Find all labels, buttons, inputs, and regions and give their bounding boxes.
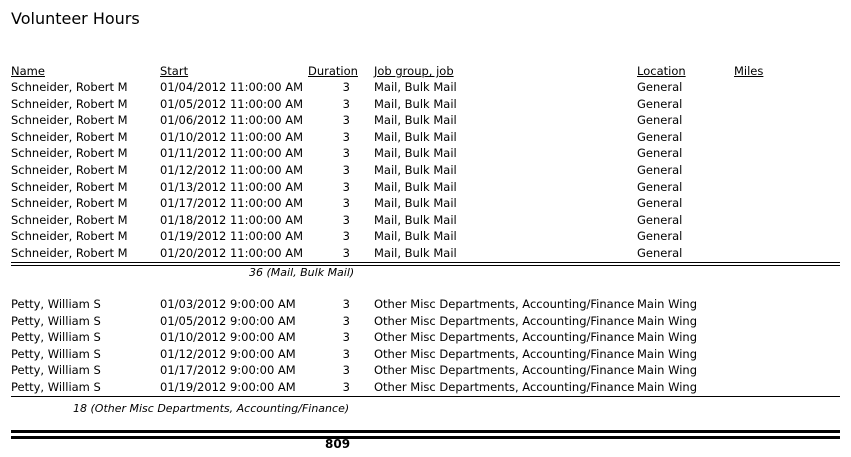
group-rule bbox=[11, 396, 840, 397]
start-cell: 01/04/2012 11:00:00 AM bbox=[160, 80, 304, 94]
duration-cell: 3 bbox=[342, 163, 350, 177]
job-cell: Other Misc Departments, Accounting/Finance bbox=[374, 297, 635, 311]
job-cell: Mail, Bulk Mail bbox=[374, 80, 457, 94]
location-cell: General bbox=[637, 113, 683, 128]
location-cell: Main Wing bbox=[637, 297, 698, 311]
location-cell: General bbox=[637, 146, 683, 161]
location-cell: Main Wing bbox=[637, 313, 698, 328]
job-cell: Mail, Bulk Mail bbox=[374, 179, 457, 194]
name-cell: Schneider, Robert M bbox=[11, 96, 128, 111]
job-cell: Mail, Bulk Mail bbox=[374, 196, 457, 211]
start-cell: 01/10/2012 11:00:00 AM bbox=[160, 129, 304, 144]
location-cell: General bbox=[637, 196, 683, 211]
job-cell: Other Misc Departments, Accounting/Finance bbox=[374, 363, 635, 378]
job-cell: Mail, Bulk Mail bbox=[374, 246, 457, 260]
start-cell: 01/18/2012 11:00:00 AM bbox=[160, 212, 304, 227]
column-header-start: Start bbox=[160, 64, 189, 78]
name-cell: Schneider, Robert M bbox=[11, 179, 128, 194]
start-cell: 01/20/2012 11:00:00 AM bbox=[160, 246, 304, 260]
column-header-job: Job group, job bbox=[374, 64, 454, 78]
start-cell: 01/13/2012 11:00:00 AM bbox=[160, 179, 304, 194]
duration-cell: 3 bbox=[342, 346, 350, 361]
job-cell: Mail, Bulk Mail bbox=[374, 212, 457, 227]
grand-total-rule-bottom bbox=[11, 436, 840, 439]
job-cell: Other Misc Departments, Accounting/Finance bbox=[374, 313, 635, 328]
name-cell: Schneider, Robert M bbox=[11, 229, 128, 244]
location-cell: General bbox=[637, 163, 683, 177]
group-rule bbox=[11, 265, 840, 266]
job-cell: Mail, Bulk Mail bbox=[374, 229, 457, 244]
column-header-location: Location bbox=[637, 64, 686, 78]
start-cell: 01/11/2012 11:00:00 AM bbox=[160, 146, 304, 161]
group-subtotal: 36 (Mail, Bulk Mail) bbox=[249, 266, 355, 279]
duration-cell: 3 bbox=[342, 212, 350, 227]
name-cell: Petty, William S bbox=[11, 363, 101, 378]
duration-cell: 3 bbox=[342, 146, 350, 161]
name-cell: Petty, William S bbox=[11, 330, 101, 345]
duration-cell: 3 bbox=[342, 129, 350, 144]
duration-cell: 3 bbox=[342, 96, 350, 111]
location-cell: General bbox=[637, 80, 683, 94]
job-cell: Mail, Bulk Mail bbox=[374, 113, 457, 128]
duration-cell: 3 bbox=[342, 246, 350, 260]
duration-cell: 3 bbox=[342, 113, 350, 128]
location-cell: General bbox=[637, 96, 683, 111]
column-header-miles: Miles bbox=[734, 64, 764, 78]
name-cell: Schneider, Robert M bbox=[11, 246, 128, 260]
location-cell: General bbox=[637, 179, 683, 194]
start-cell: 01/05/2012 11:00:00 AM bbox=[160, 96, 304, 111]
column-header-name: Name bbox=[11, 64, 45, 78]
name-cell: Petty, William S bbox=[11, 297, 101, 311]
duration-cell: 3 bbox=[342, 380, 350, 394]
duration-cell: 3 bbox=[342, 229, 350, 244]
start-cell: 01/19/2012 11:00:00 AM bbox=[160, 229, 304, 244]
start-cell: 01/03/2012 9:00:00 AM bbox=[160, 297, 296, 311]
job-cell: Other Misc Departments, Accounting/Finance bbox=[374, 330, 635, 345]
duration-cell: 3 bbox=[342, 313, 350, 328]
start-cell: 01/12/2012 9:00:00 AM bbox=[160, 346, 296, 361]
name-cell: Petty, William S bbox=[11, 346, 101, 361]
start-cell: 01/17/2012 9:00:00 AM bbox=[160, 363, 296, 378]
column-header-duration: Duration bbox=[308, 64, 358, 78]
location-cell: Main Wing bbox=[637, 363, 698, 378]
group-subtotal: 18 (Other Misc Departments, Accounting/Finance) bbox=[73, 402, 350, 415]
start-cell: 01/06/2012 11:00:00 AM bbox=[160, 113, 304, 128]
job-cell: Mail, Bulk Mail bbox=[374, 129, 457, 144]
location-cell: Main Wing bbox=[637, 330, 698, 345]
duration-cell: 3 bbox=[342, 196, 350, 211]
start-cell: 01/12/2012 11:00:00 AM bbox=[160, 163, 304, 177]
start-cell: 01/19/2012 9:00:00 AM bbox=[160, 380, 296, 394]
location-cell: Main Wing bbox=[637, 346, 698, 361]
name-cell: Petty, William S bbox=[11, 380, 101, 394]
duration-cell: 3 bbox=[342, 330, 350, 345]
name-cell: Schneider, Robert M bbox=[11, 163, 128, 177]
name-cell: Schneider, Robert M bbox=[11, 146, 128, 161]
group-rule bbox=[11, 262, 840, 263]
name-cell: Schneider, Robert M bbox=[11, 129, 128, 144]
name-cell: Schneider, Robert M bbox=[11, 196, 128, 211]
location-cell: General bbox=[637, 212, 683, 227]
location-cell: General bbox=[637, 246, 683, 260]
location-cell: Main Wing bbox=[637, 380, 698, 394]
duration-cell: 3 bbox=[342, 80, 350, 94]
location-cell: General bbox=[637, 129, 683, 144]
grand-total: 809 bbox=[325, 437, 351, 451]
report-title: Volunteer Hours bbox=[11, 9, 140, 28]
name-cell: Schneider, Robert M bbox=[11, 113, 128, 128]
name-cell: Schneider, Robert M bbox=[11, 212, 128, 227]
duration-cell: 3 bbox=[342, 363, 350, 378]
name-cell: Petty, William S bbox=[11, 313, 101, 328]
job-cell: Mail, Bulk Mail bbox=[374, 146, 457, 161]
location-cell: General bbox=[637, 229, 683, 244]
job-cell: Mail, Bulk Mail bbox=[374, 96, 457, 111]
start-cell: 01/10/2012 9:00:00 AM bbox=[160, 330, 296, 345]
start-cell: 01/17/2012 11:00:00 AM bbox=[160, 196, 304, 211]
grand-total-rule-top bbox=[11, 430, 840, 433]
duration-cell: 3 bbox=[342, 297, 350, 311]
name-cell: Schneider, Robert M bbox=[11, 80, 128, 94]
job-cell: Mail, Bulk Mail bbox=[374, 163, 457, 177]
job-cell: Other Misc Departments, Accounting/Finance bbox=[374, 346, 635, 361]
duration-cell: 3 bbox=[342, 179, 350, 194]
job-cell: Other Misc Departments, Accounting/Finance bbox=[374, 380, 635, 394]
start-cell: 01/05/2012 9:00:00 AM bbox=[160, 313, 296, 328]
